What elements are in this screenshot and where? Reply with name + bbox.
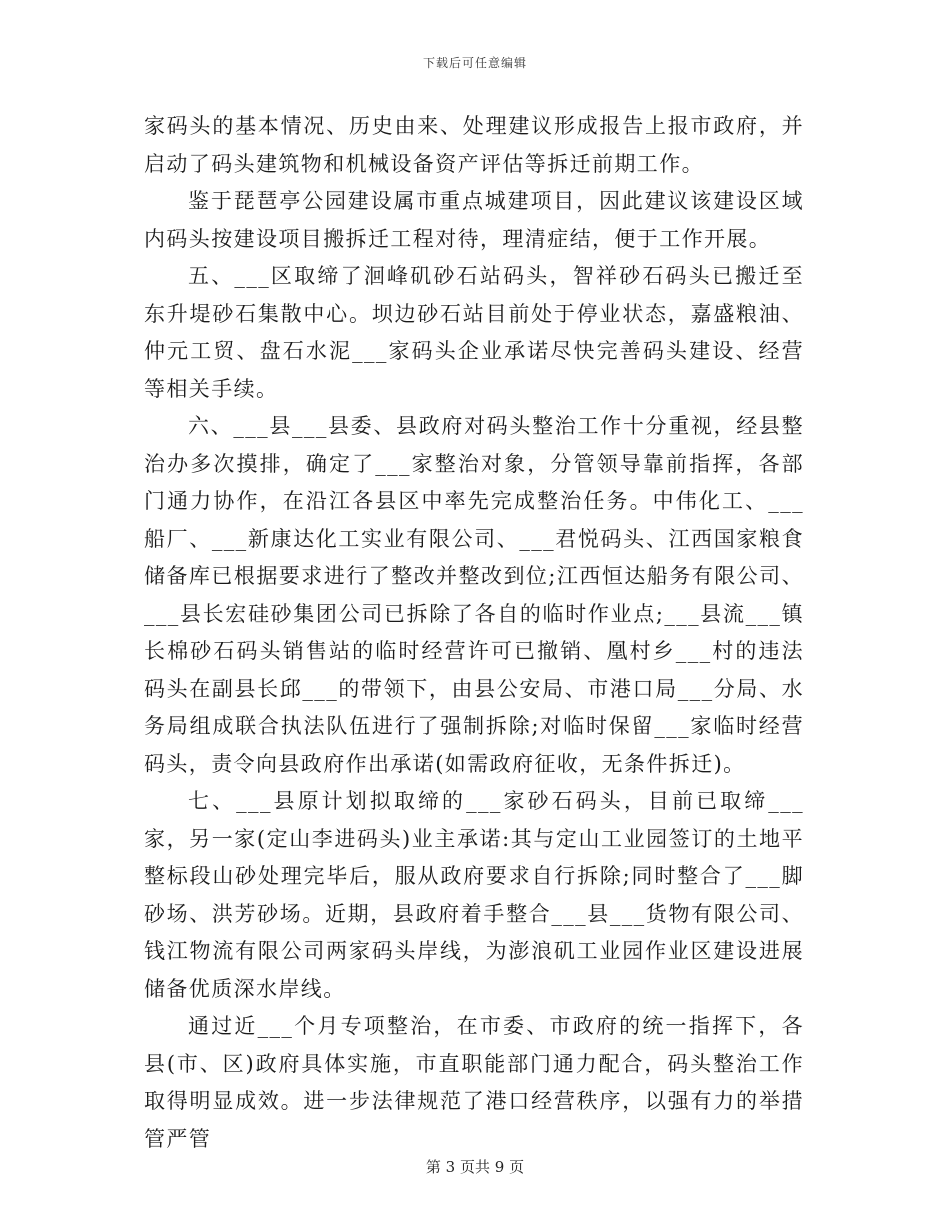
page-header: 下载后可任意编辑 <box>422 56 527 70</box>
paragraph-continuation: 家码头的基本情况、历史由来、处理建议形成报告上报市政府，并启动了码头建筑物和机械设备资产评估等拆迁前期工作。 <box>144 114 804 176</box>
paragraph-pipa-park: 鉴于琵琶亭公园建设属市重点城建项目，因此建议该建设区域内码头按建设项目搬拆迁工程对待，理清症结，便于工作开展。 <box>144 189 804 251</box>
paragraph-item-six: 六、___县___县委、县政府对码头整治工作十分重视，经县整治办多次摸排，确定了___家整治对象，分管领导靠前指挥，各部门通力协作，在沿江各县区中率先完成整治任务。中伟化工、___船厂、___新康达化工实业有限公司、___君悦码头、江西国家粮食储备库已根据要求进行了整改并整改到位;江西恒达船务有限公司、___县长宏硅砂集团公司已拆除了各自的临时作业点;___县流___镇长棉砂石码头销售站的临时经营许可已撤销、凰村乡___村的违法码头在副县长邱___的带领下，由县公安局、市港口局___分局、水务局组成联合执法队伍进行了强制拆除;对临时保留___家临时经营码头，责令向县政府作出承诺(如需政府征收，无条件拆迁)。 <box>144 414 804 776</box>
paragraph-summary: 通过近___个月专项整治，在市委、市政府的统一指挥下，各县(市、区)政府具体实施，市直职能部门通力配合，码头整治工作取得明显成效。进一步法律规范了港口经营秩序，以强有力的举措管严管 <box>144 1014 804 1151</box>
paragraph-item-seven: 七、___县原计划拟取缔的___家砂石码头，目前已取缔___家，另一家(定山李进码头)业主承诺:其与定山工业园签订的土地平整标段山砂处理完毕后，服从政府要求自行拆除;同时整合了___脚砂场、洪芳砂场。近期，县政府着手整合___县___货物有限公司、钱江物流有限公司两家码头岸线，为澎浪矶工业园作业区建设进展储备优质深水岸线。 <box>144 789 804 1001</box>
page-number: 第 3 页共 9 页 <box>425 1158 525 1176</box>
paragraph-item-five: 五、___区取缔了洄峰矶砂石站码头，智祥砂石码头已搬迁至东升堤砂石集散中心。坝边砂石站目前处于停业状态，嘉盛粮油、仲元工贸、盘石水泥___家码头企业承诺尽快完善码头建设、经营等相关手续。 <box>144 264 804 401</box>
document-body <box>144 108 804 1158</box>
